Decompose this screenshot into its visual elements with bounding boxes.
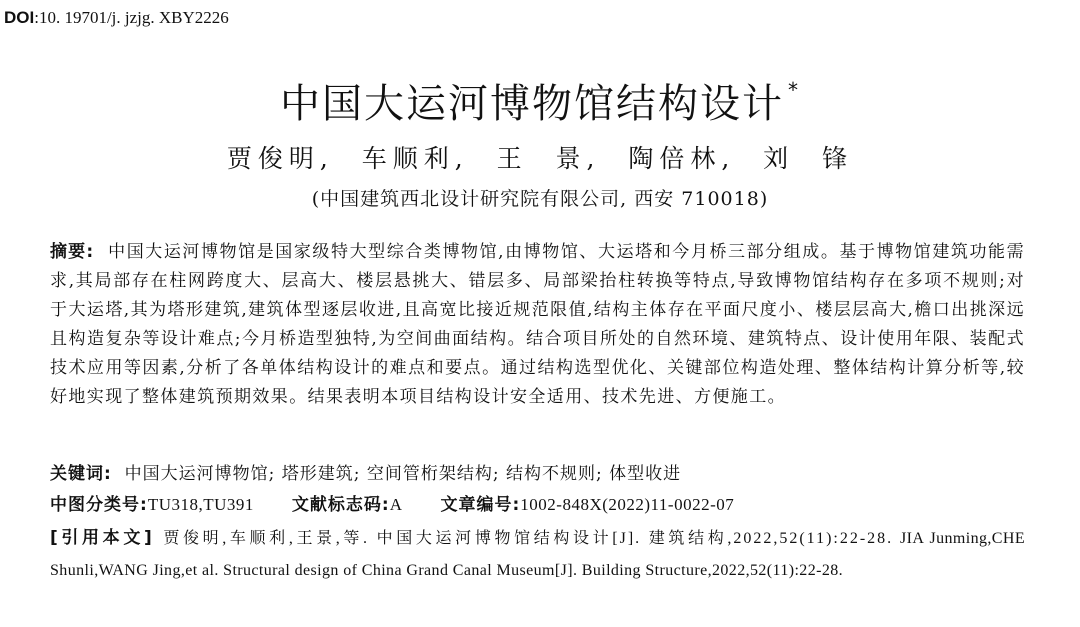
- keywords-label: 关键词:: [50, 464, 112, 484]
- author-list: 贾俊明, 车顺利, 王 景, 陶倍林, 刘 锋: [226, 144, 854, 173]
- abstract-text: 中国大运河博物馆是国家级特大型综合类博物馆,由博物馆、大运塔和今月桥三部分组成。基于博物馆建筑功能需求,其局部存在柱网跨度大、层高大、楼层悬挑大、错层多、局部梁抬柱转换等特点,导致博物馆结构存在多项不规则;对于大运塔,其为塔形建筑,建筑体型逐层收进,且高宽比接近规范限值,结构主体存在平面尺度小、楼层层高大,檐口出挑深远且构造复杂等设计难点;今月桥造型独特,为空间曲面结构。结合项目所处的自然环境、建筑特点、设计使用年限、装配式技术应用等因素,分析了各单体结构设计的难点和要点。通过结构选型优化、关键部位构造处理、整体结构计算分析等,较好地实现了整体建筑预期效果。结果表明本项目结构设计安全适用、技术先进、方便施工。: [50, 242, 1026, 407]
- article-no-label: 文章编号:: [440, 495, 521, 515]
- affiliation: (中国建筑西北设计研究院有限公司, 西安 710018): [311, 188, 769, 210]
- doc-code-label: 文献标志码:: [291, 495, 390, 515]
- clc-label: 中图分类号:: [50, 495, 148, 515]
- doc-code-value: A: [389, 495, 403, 514]
- article-no-value: 1002-848X(2022)11-0022-07: [520, 495, 735, 514]
- classification-line: [50, 491, 1040, 519]
- keywords-text: 中国大运河博物馆; 塔形建筑; 空间管桁架结构; 结构不规则; 体型收进: [124, 464, 682, 484]
- citation: [50, 522, 1025, 587]
- doi-line: [4, 6, 229, 30]
- abstract-label: 摘要:: [50, 242, 95, 262]
- doi-label: DOI: [4, 8, 35, 27]
- citation-en: JIA Junming,CHE Shunli,WANG Jing,et al. Structural design of China Grand Canal Museum[J]. Building Structure,2022,52(11):22-28.: [50, 530, 1026, 579]
- doi-value[interactable]: :10. 19701/j. jzjg. XBY2226: [34, 8, 229, 27]
- citation-label: [引用本文]: [50, 528, 154, 548]
- keywords-line: [50, 460, 1040, 488]
- abstract: [50, 238, 1025, 412]
- clc-value: TU318,TU391: [147, 495, 254, 514]
- paper-title-text: 中国大运河博物馆结构设计: [280, 81, 784, 127]
- paper-title: [0, 60, 1080, 134]
- citation-cn: 贾俊明,车顺利,王景,等. 中国大运河博物馆结构设计[J]. 建筑结构,2022,52(11):22-28.: [161, 530, 894, 547]
- title-footnote-mark: *: [788, 78, 800, 102]
